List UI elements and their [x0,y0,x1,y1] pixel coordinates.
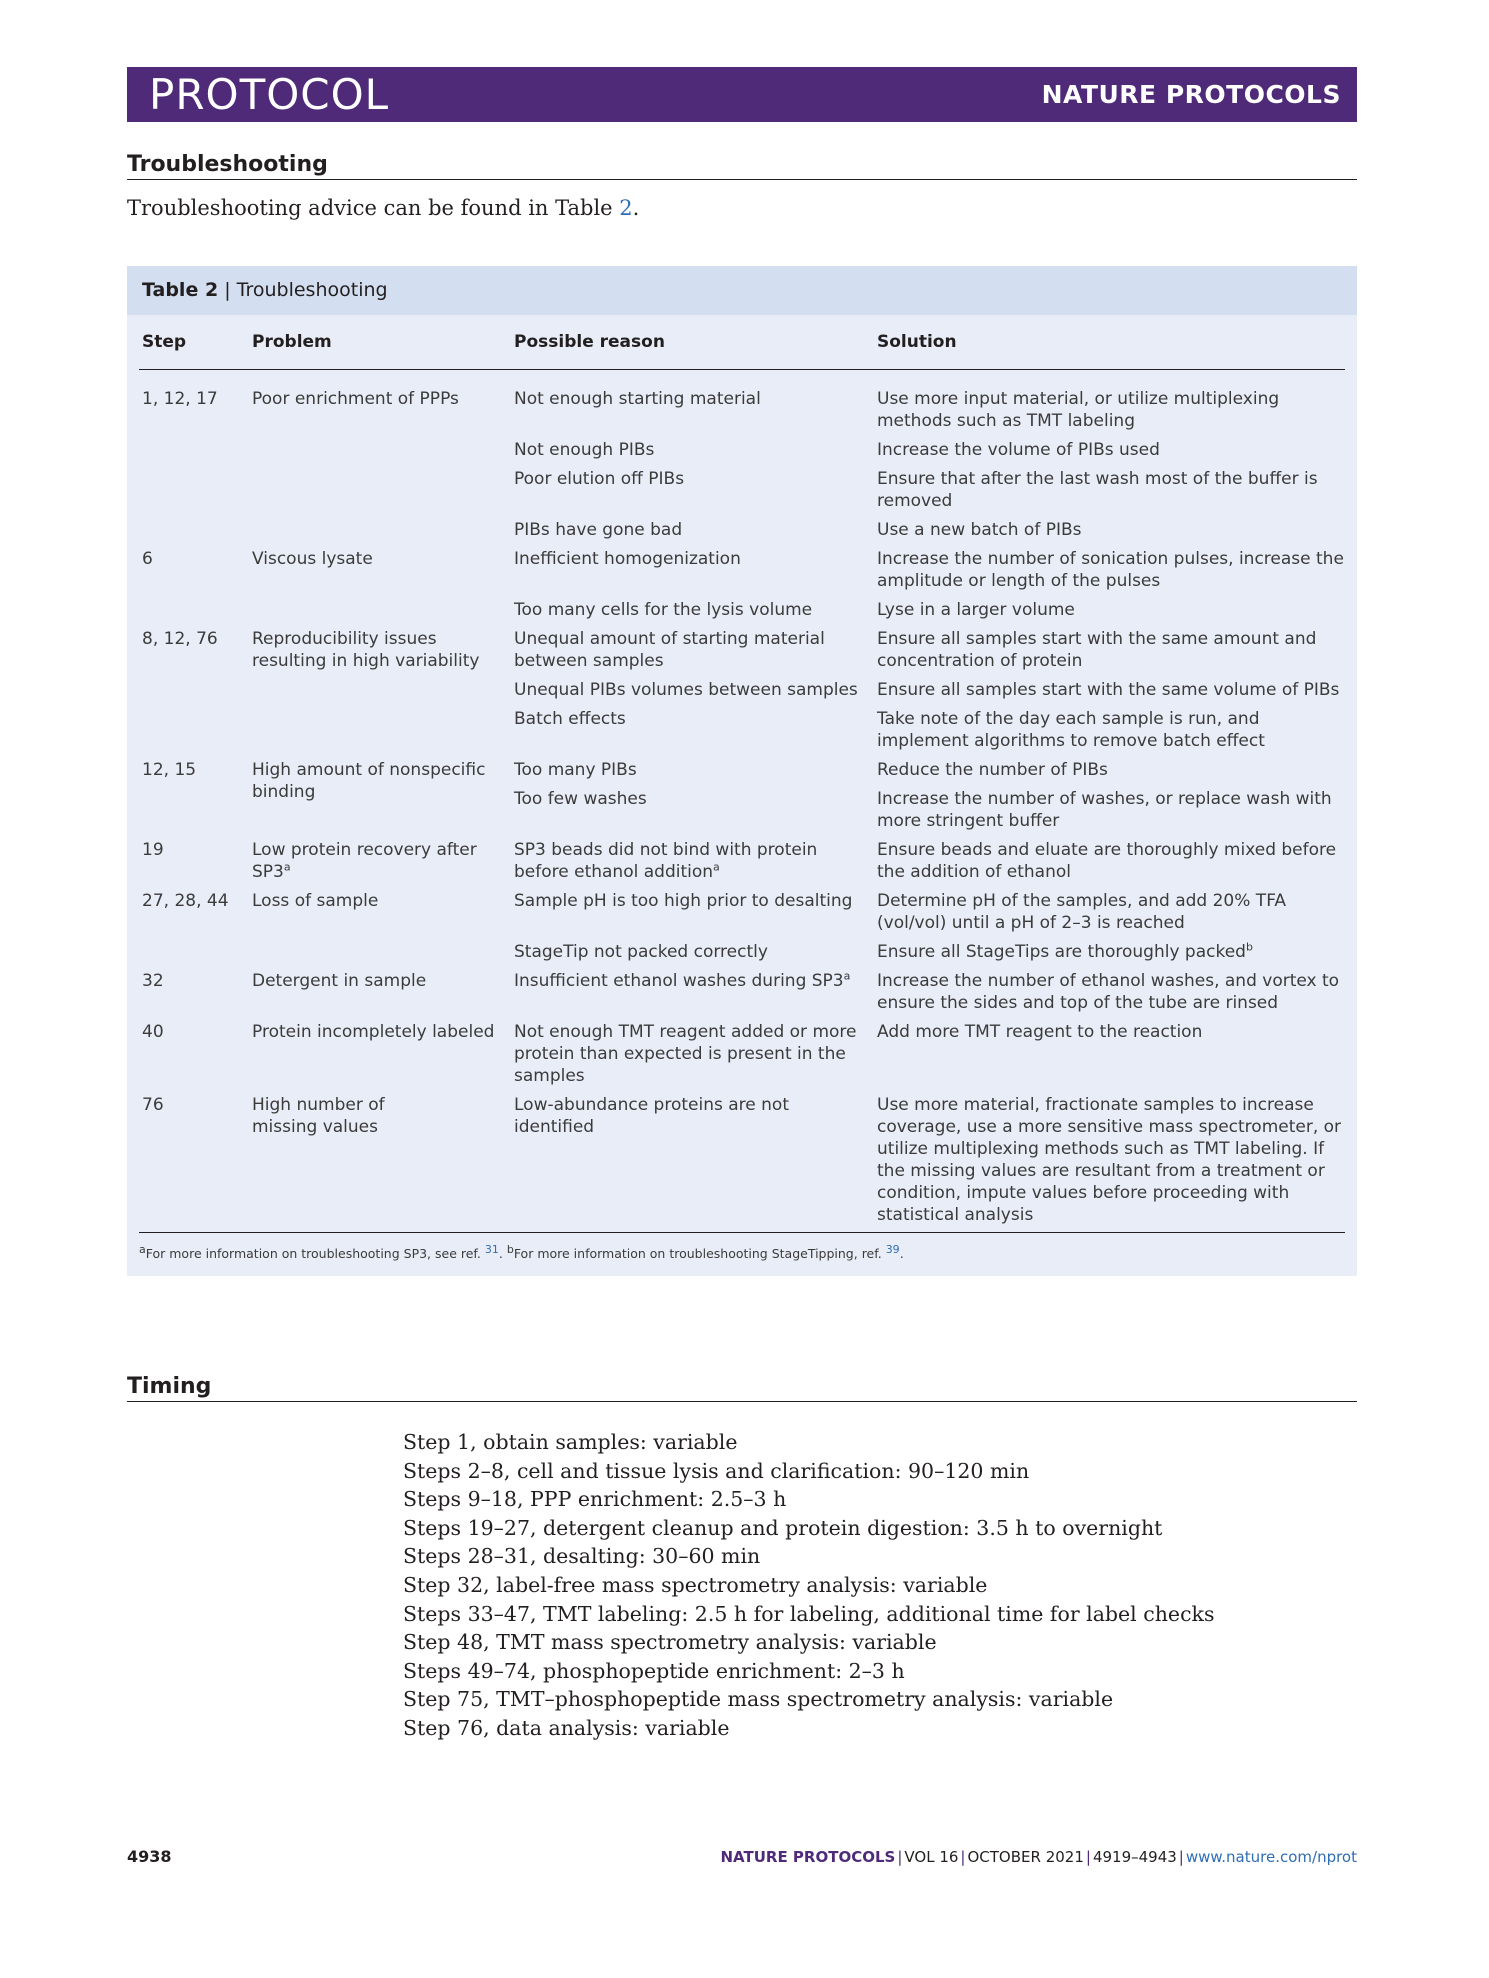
cell-problem [252,839,502,883]
cell-solution: Determine pH of the samples, and add 20% TFA (vol/vol) until a pH of 2–3 is reached [877,891,1287,933]
list-item: Step 1, obtain samples: variable [403,1430,738,1454]
troubleshooting-heading: Troubleshooting [127,152,1357,180]
intro-suffix: . [632,196,640,220]
footer-pages: 4919–4943 [1092,1848,1177,1866]
title-separator: | [218,279,237,301]
cell-step: 76 [142,1095,164,1115]
cell-reason: Unequal PIBs volumes between samples [514,680,858,700]
cell-reason: Low-abundance proteins are not identified [514,1095,789,1137]
footer-volume: VOL 16 [904,1848,959,1866]
list-item: Steps 9–18, PPP enrichment: 2.5–3 h [403,1487,787,1512]
footer-separator: | [1178,1848,1184,1866]
footnote-b-text: For more information on troubleshooting StageTipping, ref. [513,1246,886,1261]
cell-solution: Use a new batch of PIBs [877,520,1082,540]
cell-solution: Ensure all samples start with the same volume of PIBs [877,680,1340,700]
footer-separator: | [897,1848,903,1866]
timing-list [403,1428,1215,1743]
list-item: Step 48, TMT mass spectrometry analysis: variable [403,1630,937,1655]
cell-solution: Increase the volume of PIBs used [877,440,1160,460]
cell-solution: Add more TMT reagent to the reaction [877,1022,1203,1042]
cell-reason: PIBs have gone bad [514,520,683,540]
table-title [142,279,388,301]
list-item: Steps 19–27, detergent cleanup and protein digestion: 3.5 h to overnight [403,1515,1163,1540]
cell-problem: Protein incompletely labeled [252,1022,495,1042]
page-number: 4938 [127,1847,172,1866]
timing-heading: Timing [127,1374,1357,1402]
cell-step: 19 [142,840,164,860]
footer-date: OCTOBER 2021 [967,1848,1084,1866]
list-item: Steps 28–31, desalting: 30–60 min [403,1544,761,1569]
cell-reason: Too many cells for the lysis volume [514,600,813,620]
footnote-end: . [899,1246,904,1261]
table-number: Table 2 [142,279,219,301]
footer-separator: | [960,1848,966,1866]
column-header-step: Step [142,332,187,352]
header-banner [127,67,1357,122]
column-header-reason: Possible reason [514,332,665,352]
cell-solution: Increase the number of sonication pulses, increase the amplitude or length of the pulses [877,549,1344,591]
cell-step: 27, 28, 44 [142,891,229,911]
cell-reason: Sample pH is too high prior to desalting [514,891,853,911]
section-label: PROTOCOL [149,70,390,119]
ref-link-31[interactable]: 31 [484,1242,499,1256]
list-item: Steps 49–74, phosphopeptide enrichment: 2–3 h [403,1658,905,1683]
cell-solution-text: Ensure all StageTips are thoroughly packed [877,942,1246,962]
troubleshooting-intro [127,196,639,220]
cell-solution: Take note of the day each sample is run, and implement algorithms to remove batch effect [877,709,1265,751]
column-header-solution: Solution [877,332,957,352]
cell-reason-text: SP3 beads did not bind with protein before ethanol addition [514,840,818,882]
cell-reason: StageTip not packed correctly [514,942,768,962]
list-item: Step 32, label-free mass spectrometry analysis: variable [403,1572,988,1597]
troubleshooting-table [127,266,1357,1276]
cell-reason: Poor elution off PIBs [514,469,685,489]
cell-reason: Batch effects [514,709,626,729]
column-header-problem: Problem [252,332,332,352]
list-item: Steps 2–8, cell and tissue lysis and clarification: 90–120 min [403,1458,1030,1483]
list-item: Step 76, data analysis: variable [403,1715,730,1740]
cell-step: 40 [142,1022,164,1042]
footer-separator: | [1085,1848,1091,1866]
cell-reason [514,970,869,992]
cell-problem-text: Low protein recovery after SP3 [252,840,477,882]
cell-reason [514,839,869,883]
cell-step: 8, 12, 76 [142,629,218,649]
table-footnote [139,1242,904,1261]
table-ref-link[interactable]: 2 [619,196,633,220]
table-bottom-rule [139,1232,1345,1233]
cell-problem: Viscous lysate [252,549,373,569]
cell-solution: Lyse in a larger volume [877,600,1075,620]
cell-reason: Not enough TMT reagent added or more protein than expected is present in the samples [514,1022,857,1086]
table-title-bar [127,266,1357,315]
cell-reason: Not enough PIBs [514,440,655,460]
footnote-marker: b [1245,940,1253,954]
footnote-marker: a [713,860,720,874]
footnote-a-marker: a [139,1242,146,1256]
footnote-b-marker: b [506,1242,514,1256]
cell-solution: Increase the number of ethanol washes, and vortex to ensure the sides and top of the tube are rinsed [877,971,1340,1013]
footnote-marker: a [843,969,851,983]
list-item: Step 75, TMT–phosphopeptide mass spectrometry analysis: variable [403,1687,1114,1712]
table-title-text: Troubleshooting [236,279,388,301]
cell-step: 12, 15 [142,760,197,780]
cell-solution: Ensure beads and eluate are thoroughly mixed before the addition of ethanol [877,840,1337,882]
cell-solution: Use more material, fractionate samples to increase coverage, use a more sensitive mass spectrometer, or utilize multiplexing methods such as TMT labeling. If the missing values are resultant from a treatment or condition, impute values before proceeding with statistical analysis [877,1095,1342,1225]
cell-problem: High number of missing values [252,1095,385,1137]
cell-step: 32 [142,971,164,991]
footer-url-link[interactable]: www.nature.com/nprot [1185,1848,1357,1866]
cell-solution: Ensure that after the last wash most of the buffer is removed [877,469,1318,511]
cell-problem: Detergent in sample [252,971,427,991]
header-rule [139,369,1345,370]
cell-reason: Too few washes [514,789,647,809]
journal-label: NATURE PROTOCOLS [1041,80,1341,109]
cell-reason-text: Insufficient ethanol washes during SP3 [514,971,844,991]
cell-solution: Ensure all samples start with the same amount and concentration of protein [877,629,1317,671]
cell-problem: Loss of sample [252,891,379,911]
cell-step: 6 [142,549,153,569]
footnote-marker: a [283,860,291,874]
cell-problem: Reproducibility issues resulting in high variability [252,629,480,671]
cell-reason: Too many PIBs [514,760,637,780]
cell-reason: Inefficient homogenization [514,549,741,569]
ref-link-39[interactable]: 39 [885,1242,900,1256]
cell-solution [877,941,1345,963]
cell-reason: Unequal amount of starting material between samples [514,629,825,671]
cell-step: 1, 12, 17 [142,389,218,409]
footnote-a-text: For more information on troubleshooting SP3, see ref. [145,1246,485,1261]
cell-problem: High amount of nonspecific binding [252,760,486,802]
footer-citation [720,1848,1357,1866]
footer-journal: NATURE PROTOCOLS [720,1848,896,1866]
intro-text: Troubleshooting advice can be found in Table [127,196,620,220]
footnote-mid: . [498,1246,507,1261]
cell-reason: Not enough starting material [514,389,761,409]
cell-solution: Use more input material, or utilize multiplexing methods such as TMT labeling [877,389,1280,431]
cell-solution: Increase the number of washes, or replace wash with more stringent buffer [877,789,1332,831]
cell-problem: Poor enrichment of PPPs [252,389,459,409]
cell-solution: Reduce the number of PIBs [877,760,1108,780]
list-item: Steps 33–47, TMT labeling: 2.5 h for labeling, additional time for label checks [403,1601,1215,1626]
